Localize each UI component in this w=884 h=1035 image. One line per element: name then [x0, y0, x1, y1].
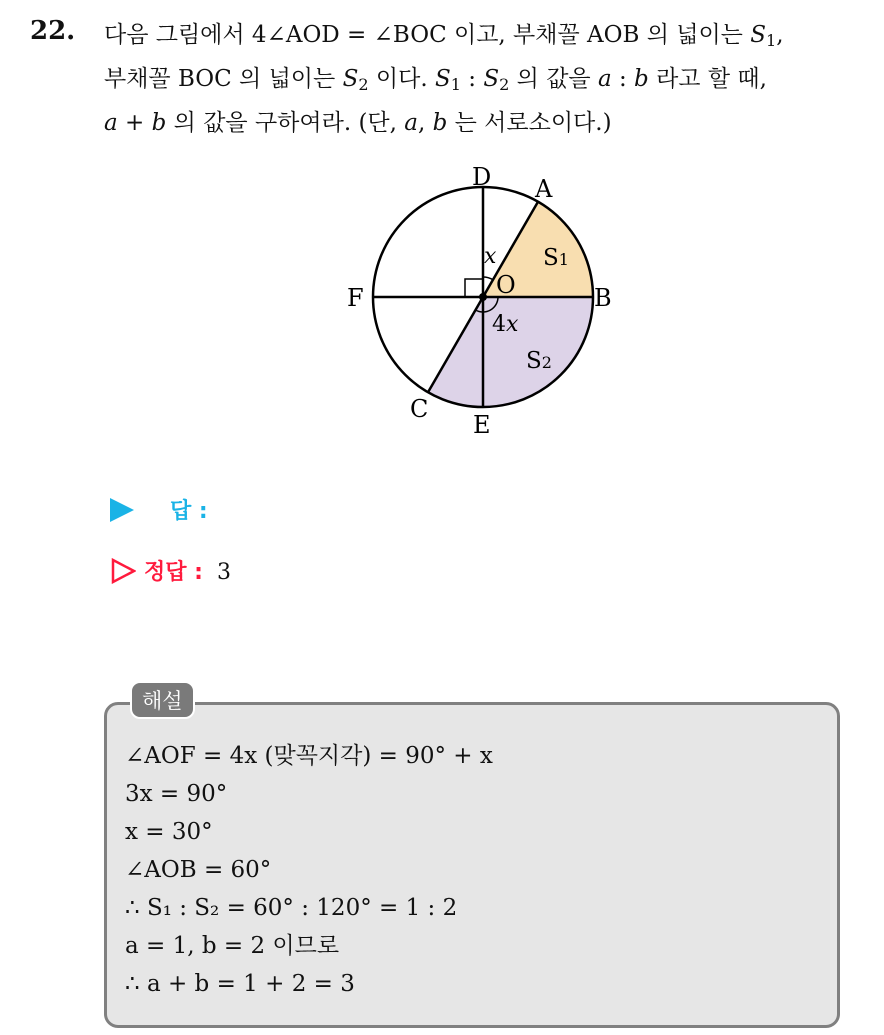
text: 라고 할 때,: [648, 66, 767, 93]
play-solid-icon: [110, 498, 134, 522]
var-b: b: [151, 110, 167, 137]
solution-line: ∴ a + b = 1 + 2 = 3: [125, 971, 355, 997]
solution-line: ∴ S₁ : S₂ = 60° : 120° = 1 : 2: [125, 895, 458, 921]
sub: 1: [450, 75, 461, 95]
label-c: C: [410, 395, 429, 423]
label-s2-s: S: [526, 348, 542, 374]
var-s: S: [750, 22, 766, 48]
var-b: b: [432, 110, 448, 137]
label-e: E: [473, 411, 491, 439]
text: :: [460, 66, 484, 93]
circle-figure: [330, 155, 650, 445]
text: 의 값을 구하여라. (단,: [166, 110, 405, 137]
sub: 2: [358, 75, 369, 95]
label-o: O: [496, 271, 516, 299]
label-x: x: [484, 244, 497, 269]
answer-correct-value: 3: [216, 560, 231, 585]
text: 는 서로소이다.): [447, 110, 612, 137]
text: ,: [776, 22, 784, 48]
sub: 2: [499, 75, 510, 95]
label-f: F: [347, 284, 364, 312]
solution-lines: [125, 737, 493, 1003]
question-line-3: [104, 104, 874, 142]
label-4: 4: [492, 312, 506, 337]
question-line-1: [104, 16, 874, 60]
text: +: [117, 110, 152, 137]
text: 이다.: [368, 66, 435, 93]
var-a: a: [404, 110, 418, 137]
label-s1-s: S: [543, 245, 559, 271]
answer-correct-label: 정답 :: [144, 560, 203, 585]
question-text: [104, 16, 874, 142]
solution-box: [104, 702, 840, 1028]
answer-blank-row: [110, 494, 208, 525]
circle-diagram: [330, 155, 650, 445]
center-point: [479, 293, 487, 301]
label-x2: x: [506, 312, 519, 337]
var-a: a: [597, 66, 612, 93]
label-a: A: [535, 175, 553, 203]
text: 의 값을: [509, 66, 598, 93]
text: 다음 그림에서 4∠AOD = ∠BOC 이고, 부채꼴 AOB 의 넓이는: [104, 22, 751, 48]
solution-tag: 해설: [130, 681, 195, 719]
var-s: S: [434, 66, 451, 93]
solution-line: a = 1, b = 2 이므로: [125, 933, 340, 959]
label-s1-sub: 1: [558, 250, 569, 269]
play-outline-icon: [110, 558, 136, 584]
solution-line: ∠AOB = 60°: [125, 857, 272, 883]
label-4x: [492, 312, 519, 337]
arc-x: [483, 277, 493, 280]
label-d: D: [472, 163, 492, 191]
label-b: B: [594, 284, 612, 312]
text: 부채꼴 BOC 의 넓이는: [104, 66, 343, 93]
var-s: S: [483, 66, 500, 93]
answer-correct-row: [110, 555, 231, 586]
question-number: 22.: [30, 16, 76, 46]
solution-line: ∠AOF = 4x (맞꼭지각) = 90° + x: [125, 743, 493, 769]
var-b: b: [634, 66, 649, 93]
sub: 1: [765, 31, 777, 51]
text: :: [611, 66, 635, 93]
var-a: a: [104, 110, 118, 137]
solution-line: x = 30°: [125, 819, 213, 845]
text: ,: [417, 110, 433, 137]
question-line-2: [104, 60, 874, 104]
solution-line: 3x = 90°: [125, 781, 228, 807]
label-s2-sub: 2: [541, 353, 552, 372]
answer-blank-label: 답 :: [170, 499, 208, 524]
var-s: S: [342, 66, 359, 93]
